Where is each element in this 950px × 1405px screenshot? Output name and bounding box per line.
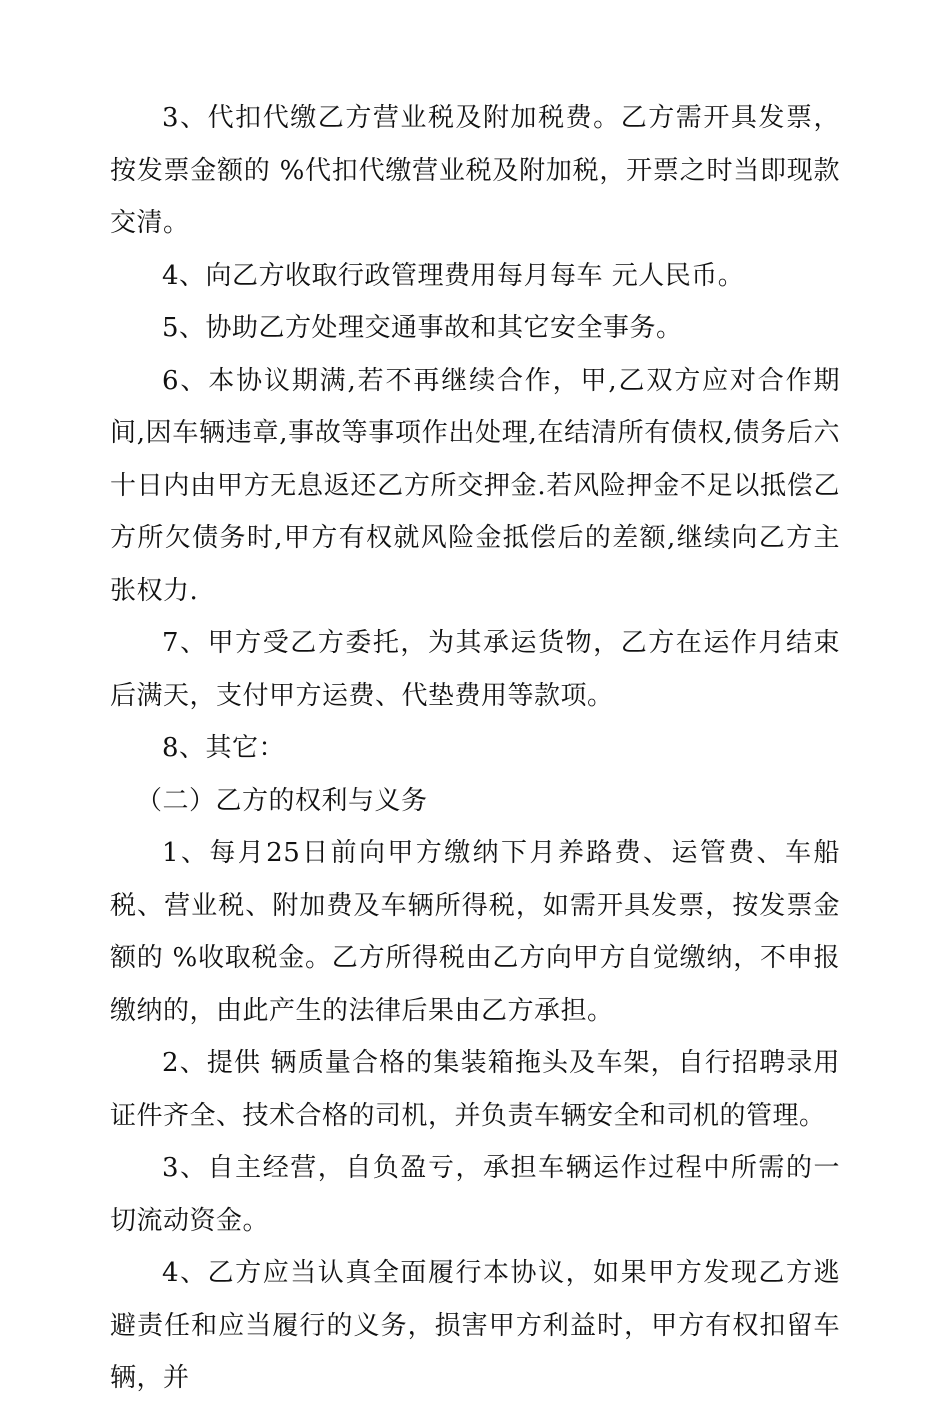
clause-jia-7: 7、甲方受乙方委托，为其承运货物，乙方在运作月结束后满天，支付甲方运费、代垫费用等款项。 — [110, 628, 840, 711]
clause-jia-8: 8、其它： — [162, 733, 286, 763]
clause-yi-1: 1、每月25日前向甲方缴纳下月养路费、运管费、车船税、营业税、附加费及车辆所得税，如需开具发票，按发票金额的 %收取税金。乙方所得税由乙方向甲方自觉缴纳，不申报缴纳的，由此产生的法律后果由乙方承担。 — [110, 838, 840, 1026]
clause-jia-5: 5、协助乙方处理交通事故和其它安全事务。 — [162, 313, 683, 343]
clause-yi-4: 4、乙方应当认真全面履行本协议，如果甲方发现乙方逃避责任和应当履行的义务，损害甲方利益时，甲方有权扣留车辆，并 — [110, 1258, 840, 1393]
document-body — [110, 92, 840, 1405]
clause-jia-6: 6、本协议期满,若不再继续合作，甲,乙双方应对合作期间,因车辆违章,事故等事项作出处理,在结清所有债权,债务后六十日内由甲方无息返还乙方所交押金.若风险押金不足以抵偿乙方所欠债务时,甲方有权就风险金抵偿后的差额,继续向乙方主张权力. — [110, 365, 840, 606]
section-heading-yi-rights: （二）乙方的权利与义务 — [136, 785, 428, 816]
clause-jia-3: 3、代扣代缴乙方营业税及附加税费。乙方需开具发票，按发票金额的 %代扣代缴营业税及附加税，开票之时当即现款交清。 — [110, 103, 840, 238]
clause-jia-4: 4、向乙方收取行政管理费用每月每车 元人民币。 — [162, 260, 745, 291]
clause-yi-3: 3、自主经营，自负盈亏，承担车辆运作过程中所需的一切流动资金。 — [110, 1153, 840, 1236]
clause-yi-2: 2、提供 辆质量合格的集装箱拖头及车架，自行招聘录用证件齐全、技术合格的司机，并负责车辆安全和司机的管理。 — [110, 1048, 840, 1131]
